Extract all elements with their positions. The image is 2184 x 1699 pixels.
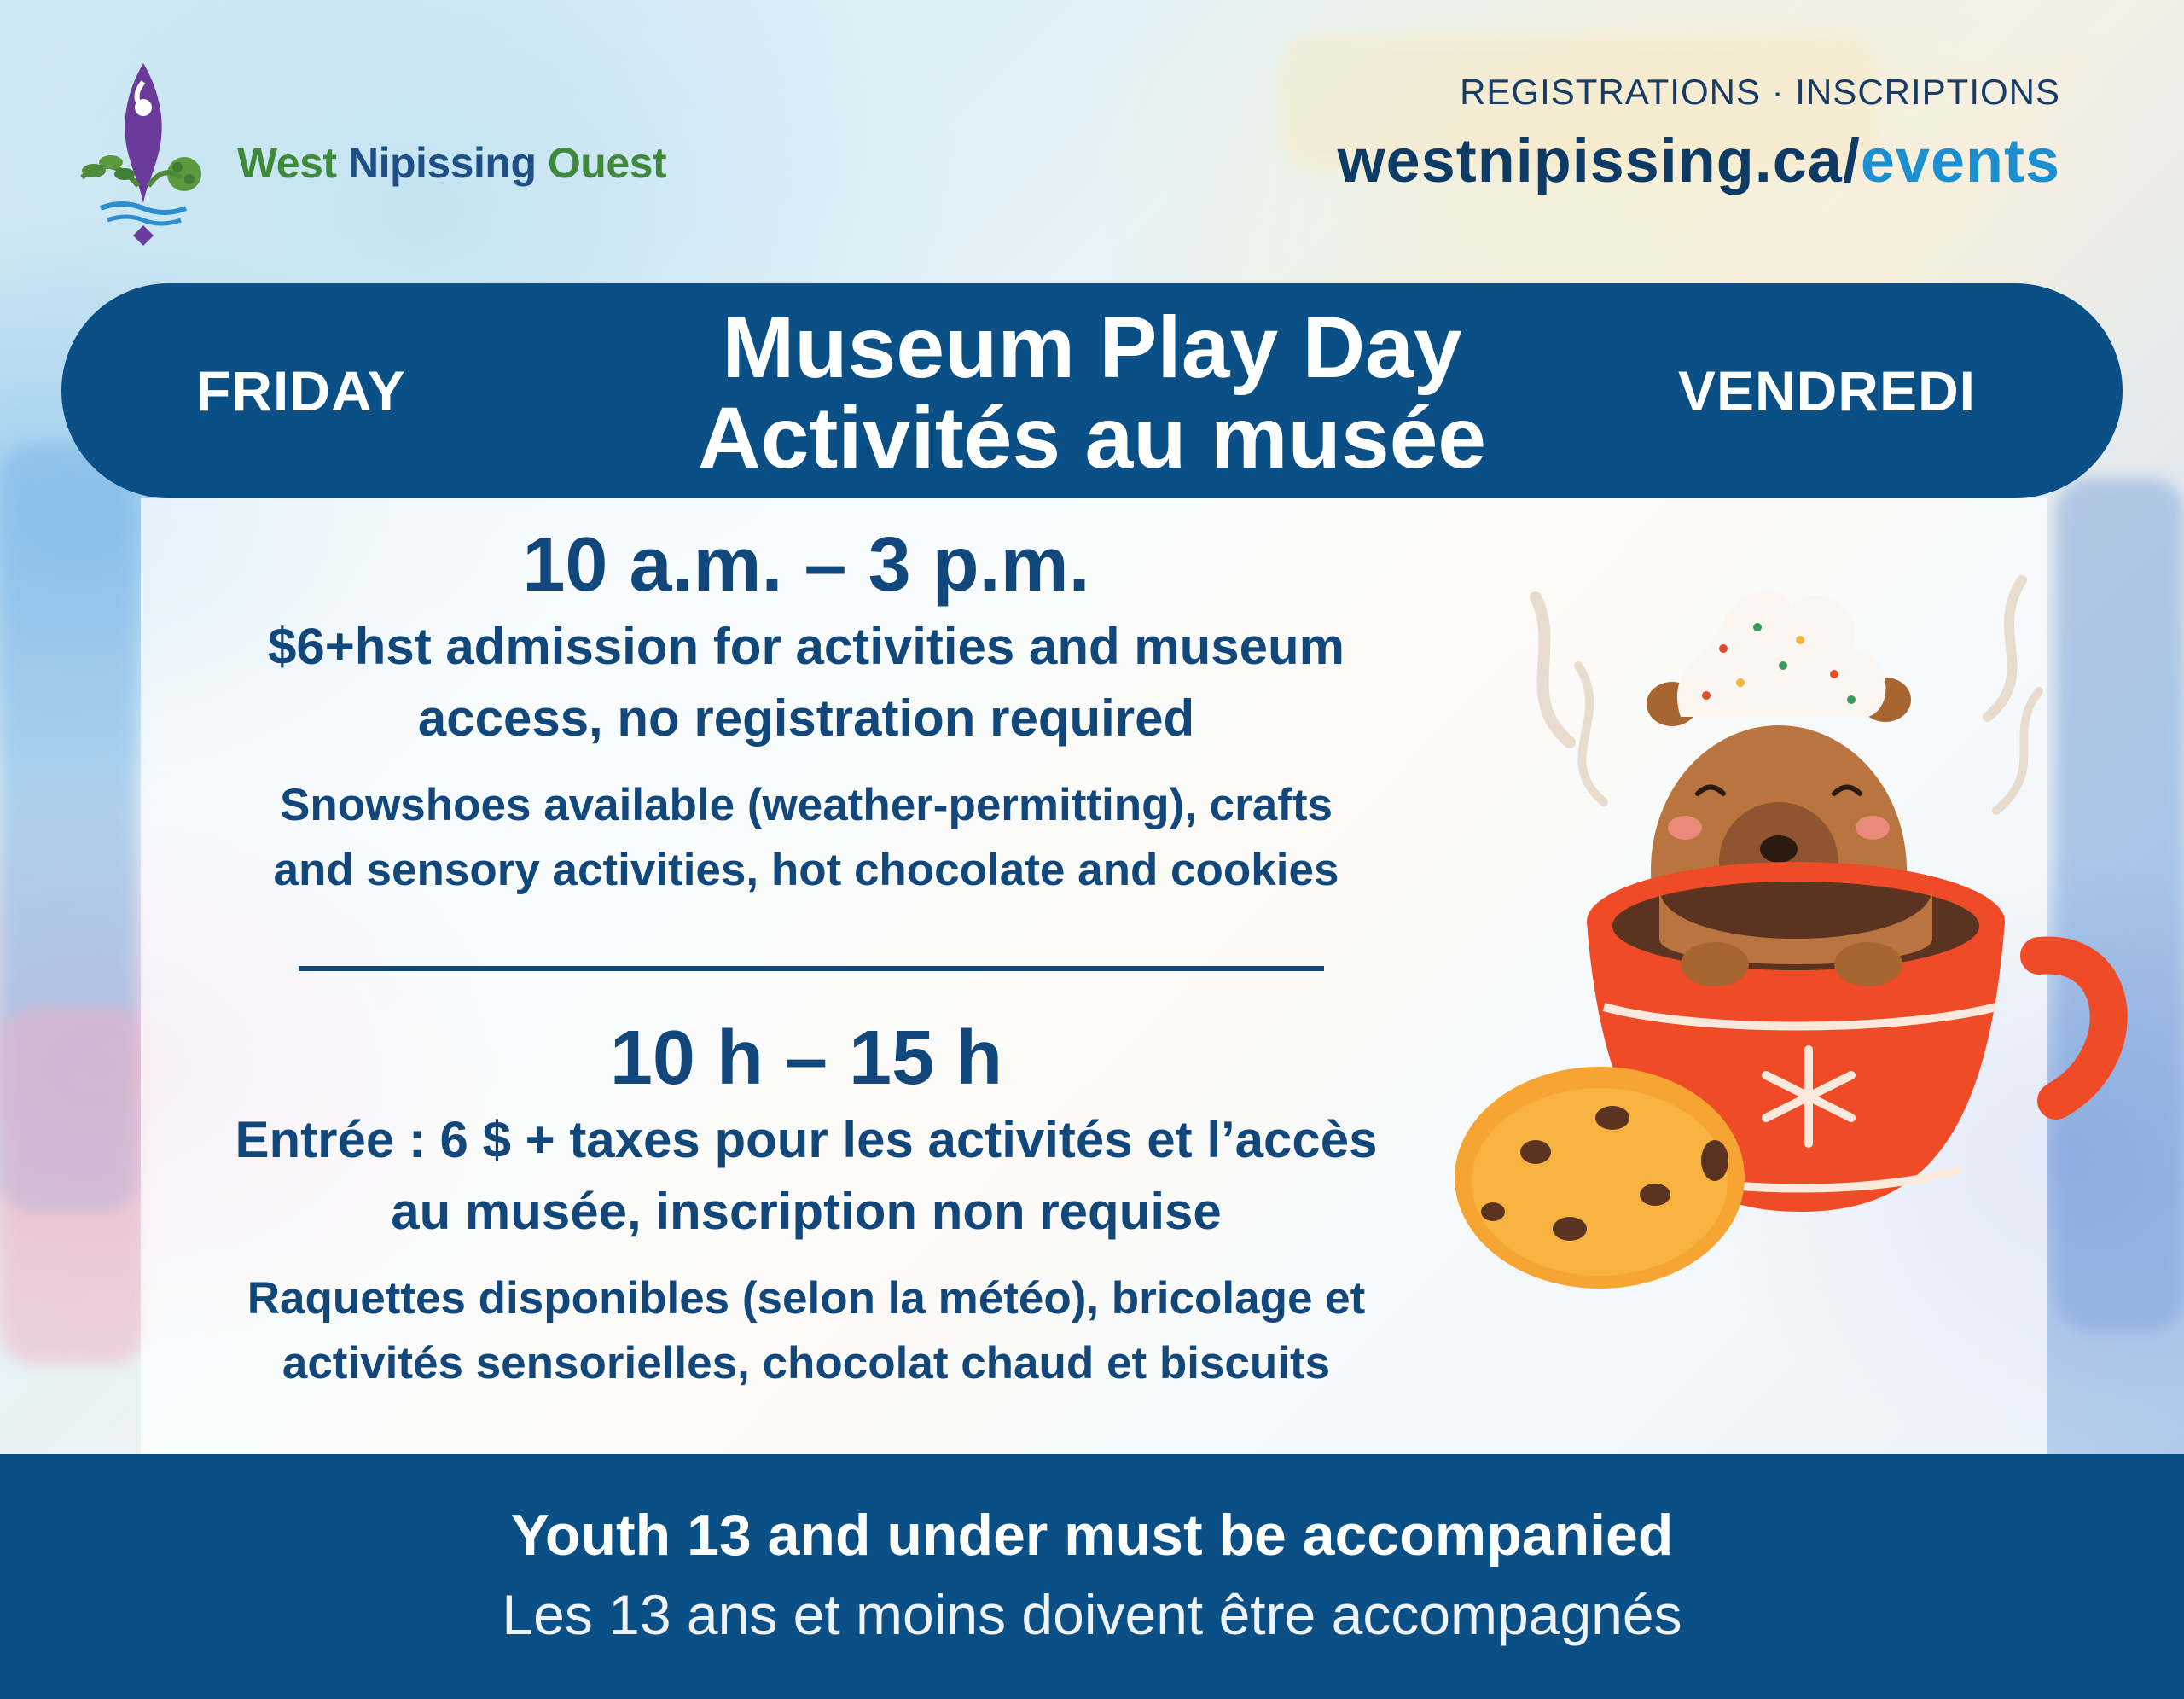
day-label-en: FRIDAY bbox=[196, 359, 406, 422]
registration-link[interactable]: westnipissing.ca/events bbox=[1337, 127, 2060, 195]
activities-en: Snowshoes available (weather-permitting), crafts and sensory activities, hot chocolate and cookies bbox=[273, 780, 1339, 895]
event-title-en: Museum Play Day bbox=[722, 299, 1462, 396]
admission-en: $6+hst admission for activities and museum access, no registration required bbox=[267, 618, 1345, 747]
fleur-de-lis-logo-icon bbox=[75, 58, 212, 247]
time-en: 10 a.m. – 3 p.m. bbox=[522, 522, 1090, 608]
activities-fr: Raquettes disponibles (selon la météo), bricolage et activités sensorielles, chocolat chaud et biscuits bbox=[247, 1273, 1366, 1388]
title-banner bbox=[61, 283, 2123, 498]
english-details bbox=[171, 522, 1442, 903]
footer-notice bbox=[0, 1454, 2184, 1699]
section-divider bbox=[299, 966, 1324, 971]
french-details bbox=[171, 1015, 1442, 1396]
day-label-fr: VENDREDI bbox=[1677, 359, 1976, 422]
admission-fr: Entrée : 6 $ + taxes pour les activités et l’accès au musée, inscription non requise bbox=[235, 1111, 1378, 1240]
time-fr: 10 h – 15 h bbox=[609, 1015, 1003, 1101]
capybara-mug-illustration-icon bbox=[1442, 546, 2150, 1297]
paint-streak bbox=[0, 1007, 145, 1365]
org-name: West Nipissing Ouest bbox=[237, 139, 667, 187]
age-notice-fr: Les 13 ans et moins doivent être accompagnés bbox=[502, 1583, 1682, 1646]
age-notice-en: Youth 13 and under must be accompanied bbox=[510, 1503, 1674, 1568]
event-title-fr: Activités au musée bbox=[697, 389, 1487, 486]
registration-label: REGISTRATIONS · INSCRIPTIONS bbox=[1460, 72, 2060, 112]
